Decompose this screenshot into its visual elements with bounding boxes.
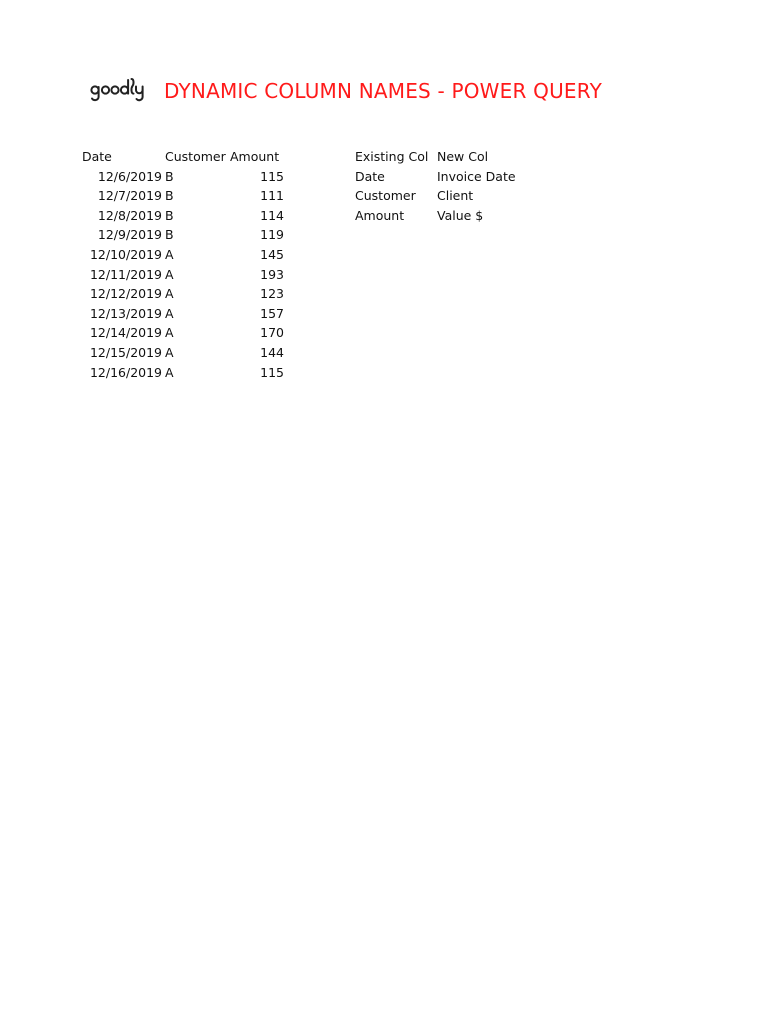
data-cell-amount: 115 bbox=[260, 364, 284, 380]
data-cell-customer: A bbox=[165, 325, 174, 341]
mapping-cell-existing: Amount bbox=[355, 207, 405, 223]
data-cell-customer: A bbox=[165, 286, 174, 302]
data-cell-date: 12/8/2019 bbox=[97, 207, 162, 223]
mapping-cell-new: Client bbox=[437, 188, 474, 204]
mapping-cell-new: Value $ bbox=[437, 207, 484, 223]
data-cell-customer: A bbox=[165, 266, 174, 282]
data-cell-date: 12/11/2019 bbox=[89, 266, 162, 282]
data-cell-amount: 123 bbox=[260, 286, 284, 302]
data-cell-amount: 170 bbox=[260, 325, 284, 341]
data-cell-amount: 114 bbox=[260, 207, 284, 223]
data-cell-customer: A bbox=[165, 364, 174, 380]
mapping-cell-existing: Date bbox=[355, 168, 385, 184]
data-cell-date: 12/13/2019 bbox=[89, 305, 162, 321]
mapping-cell-new: Invoice Date bbox=[437, 168, 516, 184]
data-cell-amount: 157 bbox=[260, 305, 284, 321]
data-cell-customer: A bbox=[165, 345, 174, 360]
data-cell-amount: 193 bbox=[260, 266, 284, 282]
data-cell-amount: 145 bbox=[260, 247, 284, 262]
data-cell-date: 12/6/2019 bbox=[97, 168, 162, 184]
data-cell-date: 12/14/2019 bbox=[89, 325, 162, 341]
header-existing-col: Existing Col bbox=[355, 149, 429, 164]
data-cell-date: 12/12/2019 bbox=[89, 286, 162, 302]
data-cell-date: 12/10/2019 bbox=[89, 247, 162, 262]
mapping-cell-existing: Customer bbox=[355, 188, 416, 204]
data-cell-customer: A bbox=[165, 247, 174, 262]
data-cell-amount: 111 bbox=[260, 188, 284, 204]
data-cell-customer: B bbox=[165, 168, 174, 184]
data-cell-customer: B bbox=[165, 207, 174, 223]
data-cell-amount: 115 bbox=[260, 168, 284, 184]
data-cell-customer: A bbox=[165, 305, 174, 321]
header-customer: Customer bbox=[165, 149, 226, 164]
data-cell-amount: 119 bbox=[260, 227, 284, 243]
data-cell-customer: B bbox=[165, 188, 174, 204]
goodly-logo bbox=[90, 76, 144, 108]
data-cell-amount: 144 bbox=[260, 345, 284, 360]
header-amount: Amount bbox=[230, 149, 280, 164]
header-date: Date bbox=[82, 149, 112, 164]
data-cell-date: 12/15/2019 bbox=[89, 345, 162, 360]
header-new-col: New Col bbox=[437, 149, 489, 164]
data-cell-date: 12/7/2019 bbox=[97, 188, 162, 204]
data-cell-date: 12/16/2019 bbox=[89, 364, 162, 380]
data-cell-customer: B bbox=[165, 227, 174, 243]
page-title: DYNAMIC COLUMN NAMES - POWER QUERY bbox=[164, 79, 602, 103]
data-cell-date: 12/9/2019 bbox=[97, 227, 162, 243]
